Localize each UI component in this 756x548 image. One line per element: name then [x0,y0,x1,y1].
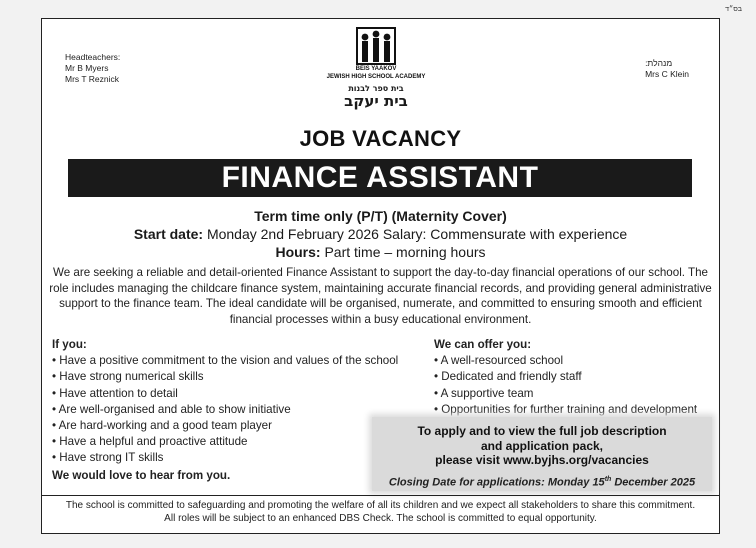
list-item: • Have a positive commitment to the vision and values of the school [52,353,432,369]
school-name-line2: JEWISH HIGH SCHOOL ACADEMY [326,74,426,80]
list-item: • Opportunities for further training and development [434,402,724,418]
closing-date-prefix: Closing Date for applications: Monday 15 [388,476,605,489]
principal-block [645,58,689,80]
hours-line [42,244,719,260]
start-date-label: Start date: [133,226,204,242]
closing-date-suffix: December 2025 [611,476,696,489]
list-item: • A well-resourced school [434,353,724,369]
terms-line: Term time only (P/T) (Maternity Cover) [254,208,507,224]
apply-line2: and application pack, [480,438,604,453]
list-item: • Are well-organised and able to show initiative [52,402,432,418]
intro-paragraph: We are seeking a reliable and detail-oriented Finance Assistant to support the day-to-day financial operations of our school. The role includes managing the childcare finance system, maintaining accurate financial records, and providing general administrative support to the finance team. The ideal candidate will be organised, numerate, and committed to ensuring smooth and efficient financial processes within a busy educational environment. [49,266,712,326]
benefits-list [434,337,724,418]
list-item: • Are hard-working and a good team player [52,418,432,434]
school-hebrew-line2: בית יעקב [344,92,408,110]
vacancy-poster [41,18,720,534]
headteachers-block [65,52,120,85]
requirements-closing: We would love to hear from you. [52,468,231,482]
list-item: • Have strong numerical skills [52,369,432,385]
headteacher-name: Mrs T Reznick [65,74,120,84]
headteacher-name: Mr B Myers [65,63,109,73]
closing-date [372,476,712,489]
apply-line1: To apply and to view the full job description [417,424,667,438]
school-name-line1: BEIS YAAKOV [355,66,397,72]
corner-mark: בס״ד [725,6,742,13]
school-logo [318,27,434,109]
position-title-banner [68,159,692,197]
school-hebrew-line1: בית ספר לבנות [348,84,404,93]
requirements-title: If you: [52,338,87,351]
start-date-line [42,226,719,242]
list-item: • A supportive team [434,386,724,402]
footer-line1: The school is committed to safeguarding and promoting the welfare of all its children and we expect all stakeholders to share this commitment. [65,500,696,511]
benefits-title: We can offer you: [434,338,532,351]
list-item: • Have strong IT skills [52,450,432,466]
start-date-value: Monday 2nd February 2026 Salary: Commensurate with experience [203,226,628,242]
list-item: • Have a helpful and proactive attitude [52,434,432,450]
principal-title: מנהלת: [645,58,673,68]
footer-line2: All roles will be subject to an enhanced DBS Check. The school is committed to equal opportunity. [164,513,597,524]
job-vacancy-heading: JOB VACANCY [299,126,462,151]
hours-label: Hours: [275,244,321,260]
closing-date-suffix-ordinal: th [604,475,612,483]
hours-value: Part time – morning hours [320,244,486,260]
apply-text [372,424,712,468]
footer-statement [42,495,719,525]
list-item: • Dedicated and friendly staff [434,369,724,385]
apply-line3[interactable]: please visit www.byjhs.org/vacancies [435,453,649,467]
list-item: • Have attention to detail [52,386,432,402]
headteachers-title: Headteachers: [65,52,121,62]
apply-box [372,417,712,491]
position-title: FINANCE ASSISTANT [221,161,539,194]
school-crest-icon [356,27,396,65]
principal-name: Mrs C Klein [645,69,689,79]
